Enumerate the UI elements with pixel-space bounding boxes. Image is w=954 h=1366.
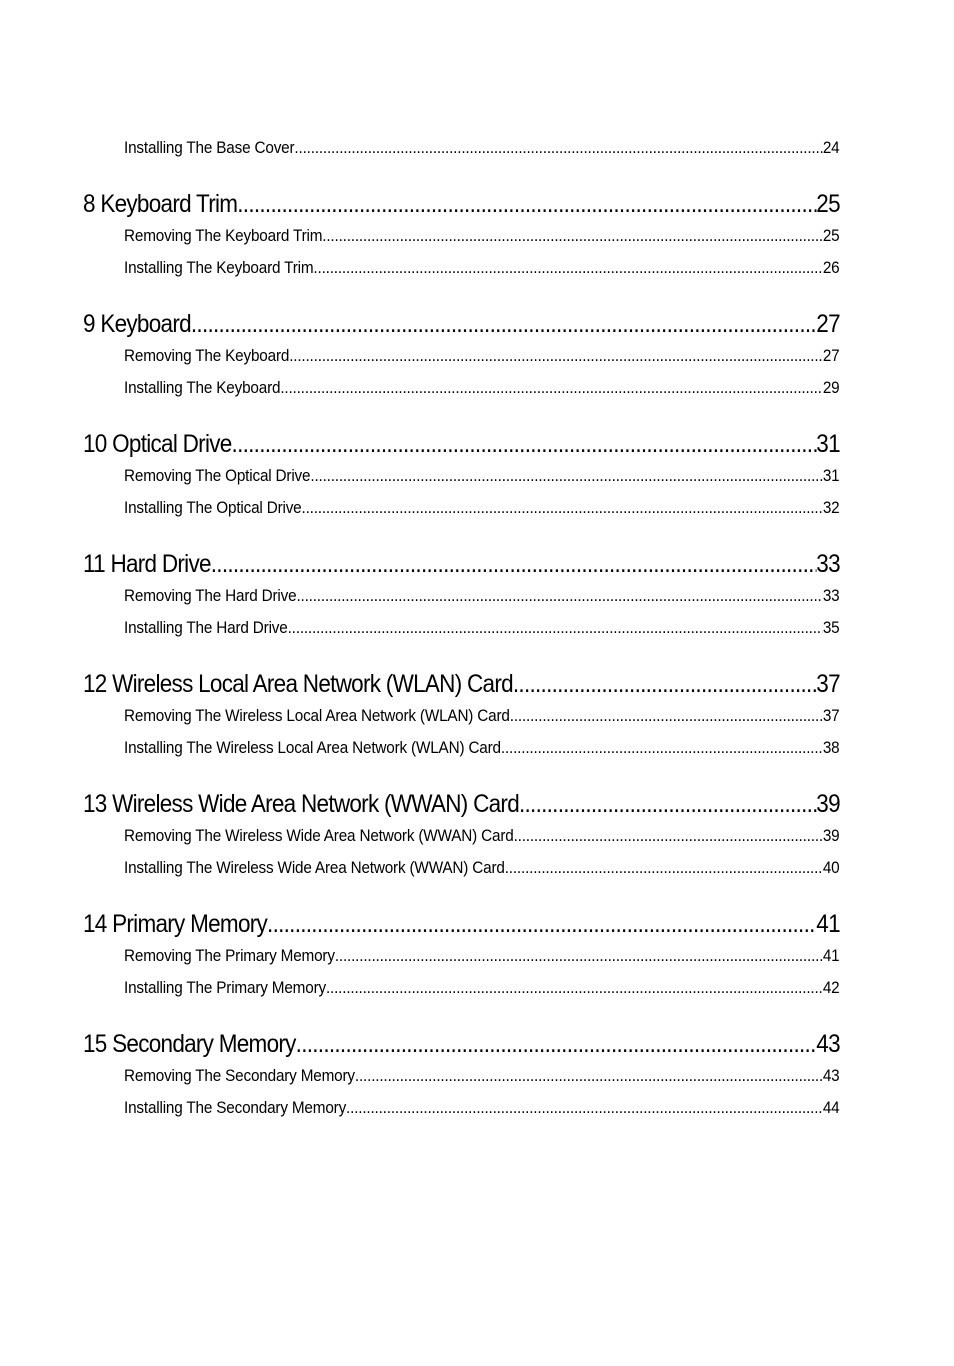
toc-entry-page: 31	[816, 430, 840, 458]
dot-leader	[302, 492, 823, 524]
toc-chapter-entry[interactable]	[83, 908, 840, 940]
toc-section-entry[interactable]	[124, 852, 840, 884]
toc-entry-title: Installing The Keyboard	[124, 378, 281, 397]
toc-entry-title: 13 Wireless Wide Area Network (WWAN) Card	[83, 790, 519, 818]
dot-leader	[296, 580, 822, 612]
dot-leader	[510, 700, 823, 732]
toc-entry-title: Installing The Keyboard Trim	[124, 258, 314, 277]
toc-entry-title: Removing The Keyboard	[124, 346, 290, 365]
toc-section-entry[interactable]	[124, 940, 840, 972]
dot-leader	[346, 1092, 823, 1124]
toc-chapter-entry[interactable]	[83, 788, 840, 820]
dot-leader	[267, 908, 816, 940]
toc-entry-page: 32	[822, 498, 840, 517]
toc-entry-page: 42	[822, 978, 840, 997]
toc-section-entry[interactable]	[124, 252, 840, 284]
toc-chapter-entry[interactable]	[83, 1028, 840, 1060]
toc-entry-page: 43	[822, 1066, 840, 1085]
dot-leader	[310, 460, 822, 492]
toc-entry-title: Installing The Primary Memory	[124, 978, 326, 997]
table-of-contents	[83, 132, 840, 1124]
toc-section-entry[interactable]	[124, 340, 840, 372]
dot-leader	[513, 668, 816, 700]
toc-entry-title: Installing The Wireless Wide Area Network (WWAN) Card	[124, 858, 505, 877]
toc-section-entry[interactable]	[124, 700, 840, 732]
toc-chapter-entry[interactable]	[83, 188, 840, 220]
toc-entry-page: 25	[816, 190, 840, 218]
toc-entry-page: 29	[822, 378, 840, 397]
toc-section-entry[interactable]	[124, 1060, 840, 1092]
toc-section-entry[interactable]	[124, 220, 840, 252]
toc-chapter-entry[interactable]	[83, 308, 840, 340]
toc-chapter-entry[interactable]	[83, 428, 840, 460]
toc-entry-page: 40	[822, 858, 840, 877]
toc-entry-page: 41	[816, 910, 840, 938]
dot-leader	[501, 732, 823, 764]
toc-entry-title: Installing The Base Cover	[124, 138, 295, 157]
dot-leader	[514, 820, 823, 852]
toc-section-entry[interactable]	[124, 460, 840, 492]
dot-leader	[211, 548, 817, 580]
dot-leader	[322, 220, 823, 252]
toc-entry-page: 27	[816, 310, 840, 338]
toc-entry-title: Installing The Secondary Memory	[124, 1098, 347, 1117]
toc-entry-title: Installing The Hard Drive	[124, 618, 288, 637]
dot-leader	[335, 940, 823, 972]
dot-leader	[280, 372, 823, 404]
toc-entry-page: 26	[822, 258, 840, 277]
toc-section-entry[interactable]	[124, 612, 840, 644]
toc-entry-page: 37	[816, 670, 840, 698]
toc-section-entry[interactable]	[124, 372, 840, 404]
toc-entry-page: 37	[822, 706, 840, 725]
toc-section-entry[interactable]	[124, 492, 840, 524]
toc-chapter-entry[interactable]	[83, 548, 840, 580]
toc-section-entry[interactable]	[124, 820, 840, 852]
toc-entry-title: Installing The Wireless Local Area Network (WLAN) Card	[124, 738, 501, 757]
toc-entry-title: Removing The Hard Drive	[124, 586, 297, 605]
dot-leader	[294, 132, 822, 164]
toc-entry-title: Installing The Optical Drive	[124, 498, 302, 517]
dot-leader	[191, 308, 816, 340]
toc-entry-title: 8 Keyboard Trim	[83, 190, 238, 218]
toc-entry-page: 31	[822, 466, 840, 485]
toc-entry-page: 33	[822, 586, 840, 605]
toc-entry-page: 44	[822, 1098, 840, 1117]
toc-entry-page: 39	[816, 790, 840, 818]
dot-leader	[288, 612, 823, 644]
dot-leader	[313, 252, 822, 284]
toc-entry-title: 9 Keyboard	[83, 310, 191, 338]
toc-chapter-entry[interactable]	[83, 668, 840, 700]
toc-entry-title: Removing The Optical Drive	[124, 466, 311, 485]
toc-entry-title: 14 Primary Memory	[83, 910, 268, 938]
toc-entry-title: 12 Wireless Local Area Network (WLAN) Card	[83, 670, 513, 698]
dot-leader	[326, 972, 823, 1004]
toc-entry-title: Removing The Primary Memory	[124, 946, 335, 965]
dot-leader	[505, 852, 823, 884]
toc-entry-page: 41	[822, 946, 840, 965]
dot-leader	[296, 1028, 817, 1060]
toc-section-entry[interactable]	[124, 972, 840, 1004]
dot-leader	[237, 188, 816, 220]
toc-entry-title: Removing The Wireless Local Area Network (WLAN) Card	[124, 706, 510, 725]
toc-entry-page: 43	[816, 1030, 840, 1058]
dot-leader	[232, 428, 817, 460]
toc-entry-page: 35	[822, 618, 840, 637]
dot-leader	[519, 788, 816, 820]
toc-entry-page: 27	[822, 346, 840, 365]
toc-entry-title: Removing The Keyboard Trim	[124, 226, 323, 245]
toc-entry-page: 25	[822, 226, 840, 245]
toc-section-entry[interactable]	[124, 132, 840, 164]
toc-entry-title: 15 Secondary Memory	[83, 1030, 296, 1058]
toc-entry-page: 33	[816, 550, 840, 578]
toc-entry-page: 24	[822, 138, 840, 157]
toc-entry-title: Removing The Secondary Memory	[124, 1066, 355, 1085]
toc-entry-title: Removing The Wireless Wide Area Network (WWAN) Card	[124, 826, 514, 845]
toc-entry-page: 39	[822, 826, 840, 845]
toc-entry-title: 10 Optical Drive	[83, 430, 232, 458]
toc-section-entry[interactable]	[124, 580, 840, 612]
toc-section-entry[interactable]	[124, 732, 840, 764]
dot-leader	[355, 1060, 823, 1092]
toc-entry-title: 11 Hard Drive	[83, 550, 211, 578]
toc-section-entry[interactable]	[124, 1092, 840, 1124]
dot-leader	[289, 340, 823, 372]
toc-entry-page: 38	[822, 738, 840, 757]
